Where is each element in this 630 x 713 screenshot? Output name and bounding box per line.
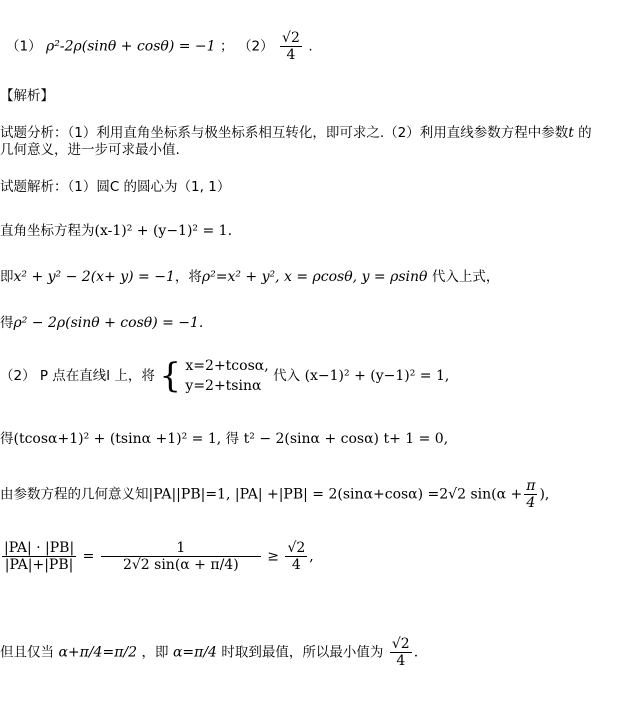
answer-end: . (308, 38, 313, 55)
solution-l1: （1）圆C 的圆心为（1, 1） (67, 179, 231, 195)
analysis-prefix: 试题分析： (0, 125, 68, 141)
param-system (185, 356, 268, 396)
l8-eq: = (82, 548, 95, 565)
answer-sep: ； (220, 38, 234, 55)
l4-text: 得 (0, 315, 14, 331)
l7-frac-den: 4 (526, 495, 536, 511)
analysis-var: t (568, 125, 574, 141)
solution-line-3 (0, 268, 499, 286)
l9-end: . (413, 644, 419, 661)
l4-expr: ρ² − 2ρ(sinθ + cosθ) = −1. (13, 315, 204, 331)
l3-mid: ，将 (174, 269, 202, 285)
l9-mid: ，即 (141, 644, 169, 661)
solution-line-8 (0, 540, 314, 573)
analysis-text-end: 的 (578, 125, 592, 141)
answer-line (6, 30, 313, 63)
l3-expr: x² + y² − 2(x+ y) = −1 (13, 269, 175, 285)
l9-den: 4 (396, 653, 406, 669)
l3-end: 代入上式， (431, 269, 500, 285)
l3-expr2: ρ²=x² + y², x = ρcosθ, y = ρsinθ (201, 269, 428, 285)
answer-part2-label: （2） (237, 38, 274, 55)
analysis-line-1 (0, 124, 592, 142)
answer-part1-expr: ρ²-2ρ(sinθ + cosθ) = −1 (46, 38, 216, 55)
solution-line-9 (0, 636, 418, 669)
section-heading: 【解析】 (0, 88, 54, 104)
l7-text: 由参数方程的几何意义知 (0, 486, 149, 503)
solution-line-1 (0, 178, 230, 196)
answer-part2-fraction (280, 30, 302, 63)
solution-line-4 (0, 314, 203, 332)
solution-line-5 (0, 356, 449, 396)
l2-text: 直角坐标方程为 (0, 223, 95, 239)
brace-icon: { (159, 356, 181, 396)
l8-end: , (309, 548, 314, 565)
l5-text: （2） P 点在直线l 上，将 (0, 368, 155, 384)
analysis-line-2: 几何意义，进一步可求最小值. (0, 142, 180, 158)
l8-rnum: √2 (287, 540, 306, 556)
param-eq-1: x=2+tcosα, (185, 358, 269, 374)
l6-expr: (tcosα+1)² + (tsinα +1)² = 1, (13, 431, 222, 447)
answer-part2-num: √2 (282, 30, 300, 46)
l8-right-fraction (285, 540, 307, 573)
l8-num: |PA| · |PB| (4, 540, 75, 556)
l9-text: 但且仅当 (0, 644, 54, 661)
l7-end: ), (539, 486, 550, 503)
solution-line-6 (0, 430, 448, 448)
l7-frac-num: π (526, 478, 536, 494)
param-eq-2: y=2+tsinα (185, 378, 262, 394)
l8-num2: 1 (101, 540, 261, 557)
solution-line-2 (0, 222, 232, 240)
l9-mid2: 时取到最值，所以最小值为 (221, 644, 384, 661)
l9-fraction (390, 636, 412, 669)
solution-prefix: 试题解析： (0, 179, 68, 195)
solution-line-7 (0, 478, 549, 511)
l8-mid-fraction (101, 540, 261, 573)
l9-expr: α+π/4=π/2 (58, 644, 138, 661)
l8-left-fraction (2, 540, 76, 573)
l8-rden: 4 (291, 557, 301, 573)
l5-mid: 代入 (273, 368, 301, 384)
l8-den2: 2√2 sin(α + π/4) (122, 557, 239, 573)
l7-fraction (524, 478, 537, 511)
l2-expr: (x-1)² + (y−1)² = 1. (94, 223, 233, 239)
l3-text: 即 (0, 269, 14, 285)
analysis-text: （1）利用直角坐标系与极坐标系相互转化，即可求之.（2）利用直线参数方程中参数 (67, 125, 569, 141)
answer-part1-label: （1） (6, 38, 42, 55)
l8-ge: ≥ (267, 548, 279, 565)
l6-text: 得 (0, 431, 14, 447)
l7-expr: |PA||PB|=1, |PA| +|PB| = 2(sinα+cosα) =2√2 sin(α + (148, 486, 523, 503)
l5-expr: (x−1)² + (y−1)² = 1, (304, 368, 450, 384)
l6-expr2: t² − 2(sinα + cosα) t+ 1 = 0, (243, 431, 449, 447)
l6-mid: 得 (225, 431, 240, 447)
l9-num: √2 (391, 636, 410, 652)
answer-part2-den: 4 (286, 47, 296, 63)
l9-expr2: α=π/4 (172, 644, 217, 661)
l8-den: |PA|+|PB| (4, 557, 74, 573)
